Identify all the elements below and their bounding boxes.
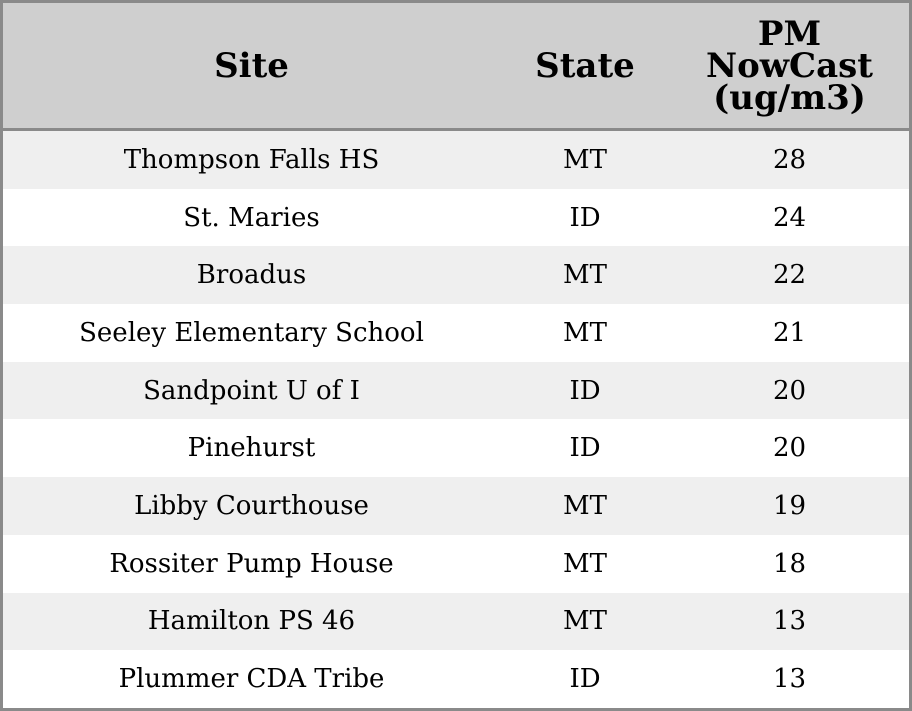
- cell-pm: 28: [670, 130, 909, 189]
- cell-state: ID: [500, 419, 670, 477]
- cell-site: Libby Courthouse: [3, 477, 500, 535]
- cell-state: MT: [500, 477, 670, 535]
- table-row: [3, 593, 909, 651]
- header-pm-line-1: PM: [757, 13, 822, 54]
- table-row: [3, 535, 909, 593]
- header-row: [3, 3, 909, 130]
- cell-site: St. Maries: [3, 189, 500, 247]
- header-pm-nowcast: [670, 3, 909, 130]
- cell-state: ID: [500, 650, 670, 708]
- table-row: [3, 477, 909, 535]
- header-pm-line-3: (ug/m3): [713, 77, 866, 118]
- data-table: [3, 3, 909, 708]
- table-row: [3, 419, 909, 477]
- cell-pm: 13: [670, 593, 909, 651]
- cell-pm: 18: [670, 535, 909, 593]
- cell-state: MT: [500, 304, 670, 362]
- cell-pm: 24: [670, 189, 909, 247]
- cell-site: Rossiter Pump House: [3, 535, 500, 593]
- table-body: [3, 130, 909, 709]
- cell-site: Broadus: [3, 246, 500, 304]
- cell-pm: 20: [670, 362, 909, 420]
- cell-site: Pinehurst: [3, 419, 500, 477]
- header-state: State: [500, 3, 670, 130]
- cell-state: MT: [500, 130, 670, 189]
- cell-site: Thompson Falls HS: [3, 130, 500, 189]
- table-row: [3, 304, 909, 362]
- cell-site: Seeley Elementary School: [3, 304, 500, 362]
- table-row: [3, 189, 909, 247]
- cell-site: Sandpoint U of I: [3, 362, 500, 420]
- table-header: [3, 3, 909, 130]
- header-site: Site: [3, 3, 500, 130]
- cell-pm: 19: [670, 477, 909, 535]
- cell-site: Hamilton PS 46: [3, 593, 500, 651]
- cell-state: MT: [500, 535, 670, 593]
- table-row: [3, 362, 909, 420]
- table-row: [3, 650, 909, 708]
- table-row: [3, 246, 909, 304]
- cell-pm: 22: [670, 246, 909, 304]
- cell-pm: 13: [670, 650, 909, 708]
- table-row: [3, 130, 909, 189]
- cell-state: MT: [500, 593, 670, 651]
- cell-site: Plummer CDA Tribe: [3, 650, 500, 708]
- cell-state: ID: [500, 189, 670, 247]
- cell-state: ID: [500, 362, 670, 420]
- cell-state: MT: [500, 246, 670, 304]
- header-pm-line-2: NowCast: [706, 45, 873, 86]
- cell-pm: 21: [670, 304, 909, 362]
- cell-pm: 20: [670, 419, 909, 477]
